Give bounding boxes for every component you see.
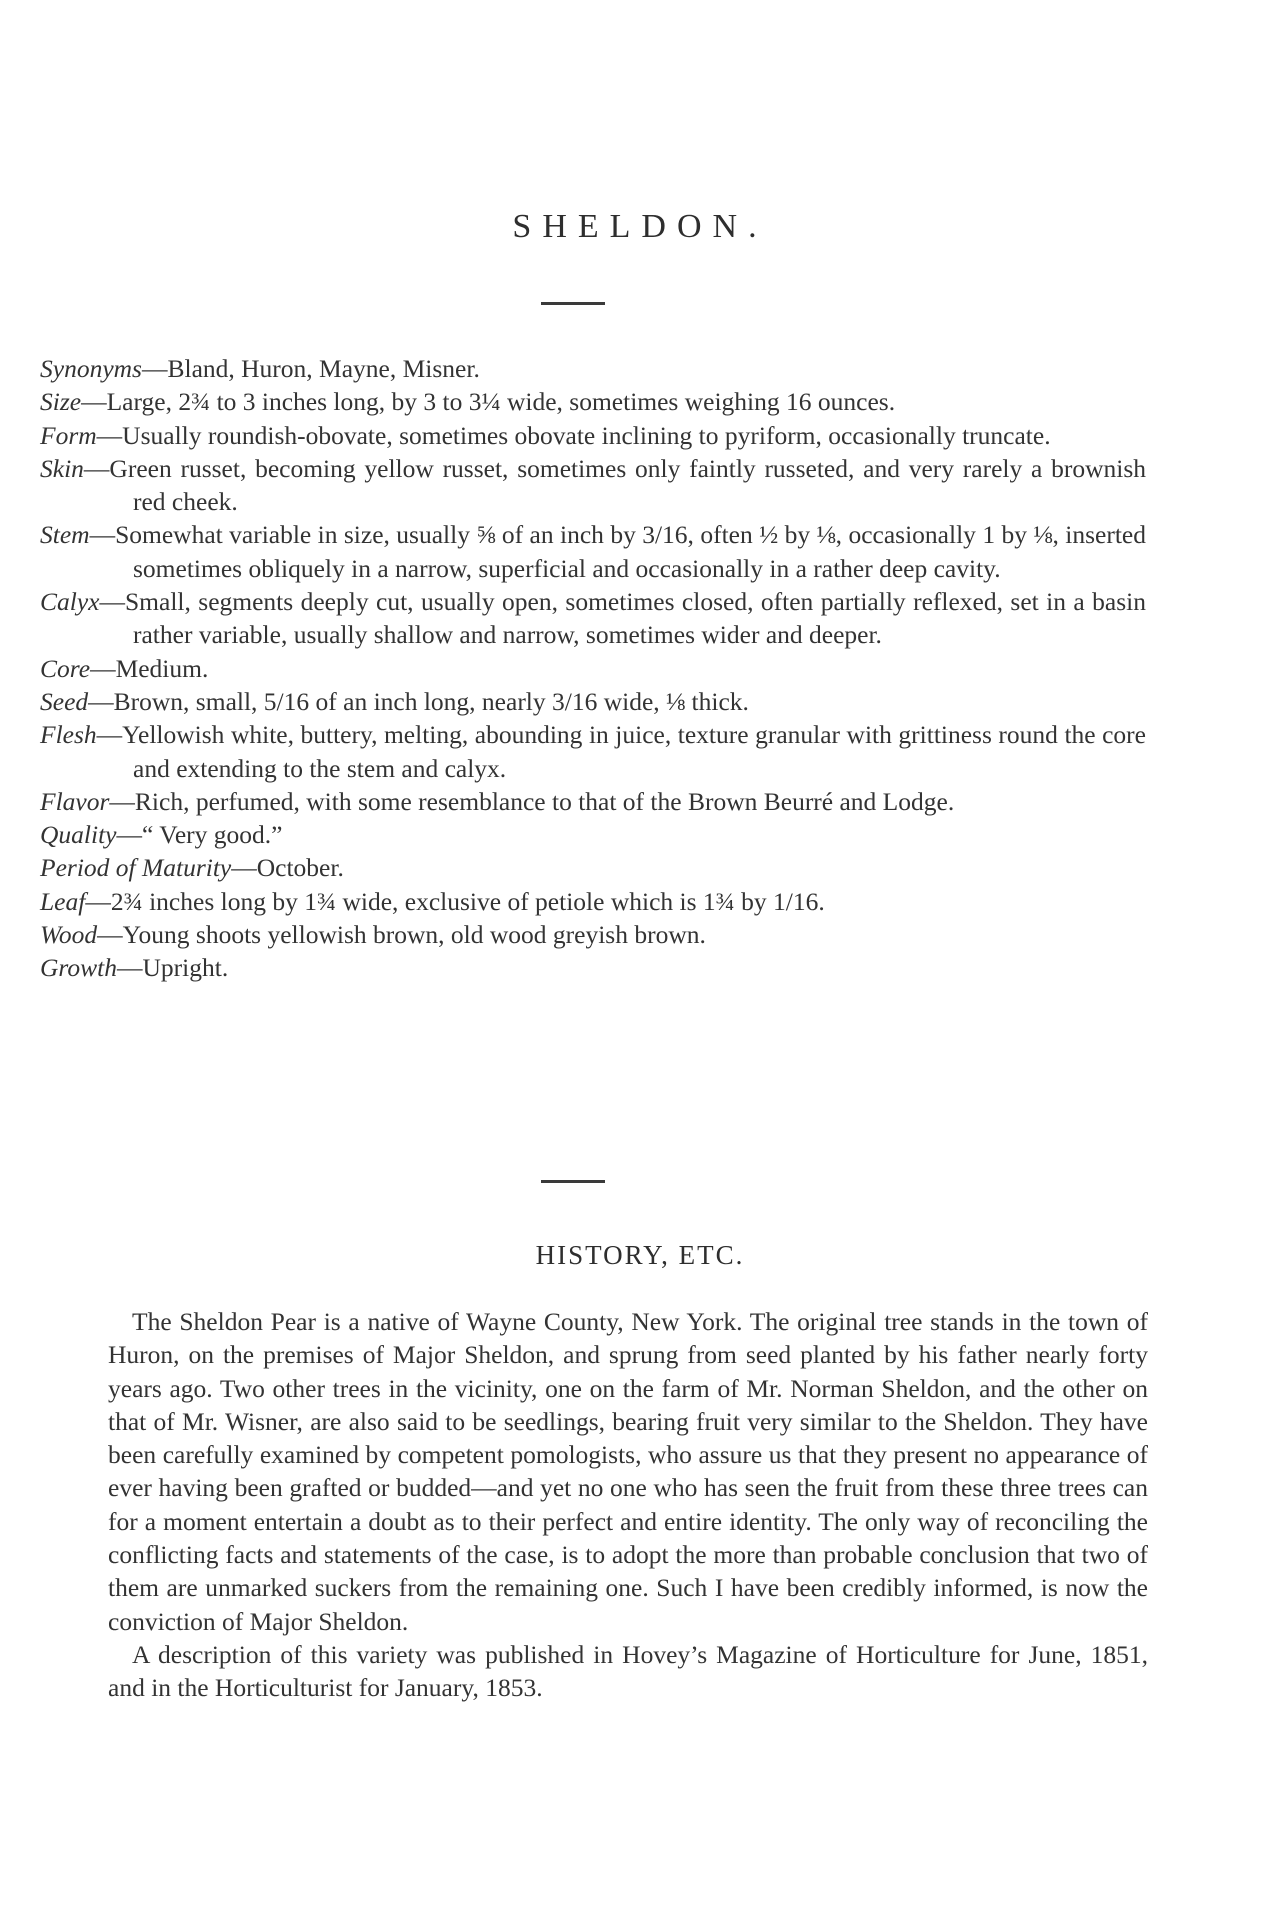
entry-text: Medium. [115, 653, 209, 683]
entry-label: Quality [40, 820, 117, 850]
entry-label: Synonyms [40, 354, 142, 383]
entry-text: Upright. [142, 953, 229, 983]
entry-label: Growth [40, 953, 117, 983]
description-entry-core [40, 652, 1146, 685]
entry-separator: — [141, 354, 168, 383]
description-entry-synonyms [40, 352, 1146, 385]
description-entry-leaf [40, 885, 1146, 918]
entry-text: Somewhat variable in size, usually ⅝ of an inch by 3/16, often ½ by ⅛, occasionally 1 by ⅛, inserted sometimes obliquely in a narrow, superficial and occasionally in a rather deep cavity. [115, 520, 1146, 583]
entry-text: Large, 2¾ to 3 inches long, by 3 to 3¼ wide, sometimes weighing 16 ounces. [106, 387, 896, 417]
entry-label: Period of Maturity [40, 853, 232, 883]
entry-label: Flesh [40, 720, 97, 750]
entry-separator: — [109, 786, 135, 816]
description-entry-form [40, 419, 1146, 452]
entry-separator: — [89, 520, 116, 550]
entry-label: Wood [40, 920, 98, 950]
entry-separator: — [81, 387, 107, 417]
entry-text: Young shoots yellowish brown, old wood greyish brown. [122, 920, 706, 950]
entry-label: Flavor [40, 786, 110, 816]
description-entry-flesh [40, 718, 1146, 785]
description-entry-flavor [40, 785, 1146, 818]
description-entry-stem [40, 518, 1146, 585]
entry-text: Small, segments deeply cut, usually open, sometimes closed, often partially reflexed, set in a basin rather variable, usually shallow and narrow, sometimes wider and deeper. [124, 587, 1146, 650]
history-paragraph: A description of this variety was published in Hovey’s Magazine of Horticulture for June, 1851, and in the Horticulturist for January, 1853. [108, 1639, 1148, 1703]
description-entry-quality [40, 818, 1146, 851]
entry-text: October. [256, 853, 344, 883]
entry-label: Size [40, 387, 82, 417]
page-title: SHELDON. [512, 208, 768, 245]
history-heading: HISTORY, ETC. [535, 1240, 745, 1270]
entry-separator: — [83, 453, 110, 483]
description-entry-wood [40, 918, 1146, 951]
entry-text: Rich, perfumed, with some resemblance to that of the Brown Beurré and Lodge. [134, 786, 955, 816]
entry-label: Seed [40, 686, 89, 716]
entry-text: Brown, small, 5/16 of an inch long, nearly 3/16 wide, ⅛ thick. [113, 686, 749, 716]
entry-label: Skin [40, 453, 84, 483]
entry-separator: — [99, 587, 125, 617]
description-entry-size [40, 385, 1146, 418]
description-entry-seed [40, 685, 1146, 718]
entry-text: Green russet, becoming yellow russet, sometimes only faintly russeted, and very rarely a brownish red cheek. [109, 453, 1146, 517]
description-list [40, 352, 1146, 985]
history-body [108, 1305, 1148, 1705]
entry-label: Leaf [40, 886, 86, 916]
entry-separator: — [117, 953, 143, 983]
description-entry-calyx [40, 585, 1146, 652]
description-entry-growth [40, 951, 1146, 984]
entry-text: “ Very good.” [142, 820, 283, 850]
entry-separator: — [85, 886, 111, 916]
entry-text: Bland, Huron, Mayne, Misner. [167, 354, 480, 383]
entry-separator: — [97, 920, 123, 950]
entry-separator: — [96, 720, 123, 750]
entry-label: Form [40, 420, 97, 450]
description-entry-period-of-maturity [40, 851, 1146, 884]
entry-label: Core [40, 653, 91, 683]
history-paragraph: The Sheldon Pear is a native of Wayne County, New York. The original tree stands in the town of Huron, on the premises of Major Sheldon, and sprung from seed planted by his father nearly forty years ago. Two other trees in the vicinity, one on the farm of Mr. Norman Sheldon, and the other on that of Mr. Wisner, are also said to be seedlings, bearing fruit very similar to the Sheldon. They have been carefully examined by competent pomologists, who assure us that they present no appearance of ever having been grafted or budded—and yet no one who has seen the fruit from these three trees can for a moment entertain a doubt as to their perfect and entire identity. The only way of reconciling the conflicting facts and statements of the case, is to adopt the more than probable conclusion that two of them are unmarked suckers from the remaining one. Such I have been credibly informed, is now the conviction of Major Sheldon. [108, 1307, 1148, 1636]
entry-separator: — [96, 420, 123, 450]
entry-label: Calyx [40, 587, 100, 617]
title-divider [541, 302, 605, 305]
entry-separator: — [116, 820, 142, 850]
entry-text: 2¾ inches long by 1¾ wide, exclusive of petiole which is 1¾ by 1/16. [110, 886, 825, 916]
entry-separator: — [90, 653, 116, 683]
entry-separator: — [231, 853, 257, 883]
section-divider [541, 1180, 605, 1183]
entry-separator: — [88, 686, 114, 716]
entry-text: Yellowish white, buttery, melting, abounding in juice, texture granular with grittiness round the core and extending to the stem and calyx. [122, 720, 1146, 783]
entry-text: Usually roundish-obovate, sometimes obovate inclining to pyriform, occasionally truncate. [122, 420, 1051, 450]
entry-label: Stem [40, 520, 90, 550]
description-entry-skin [40, 452, 1146, 519]
